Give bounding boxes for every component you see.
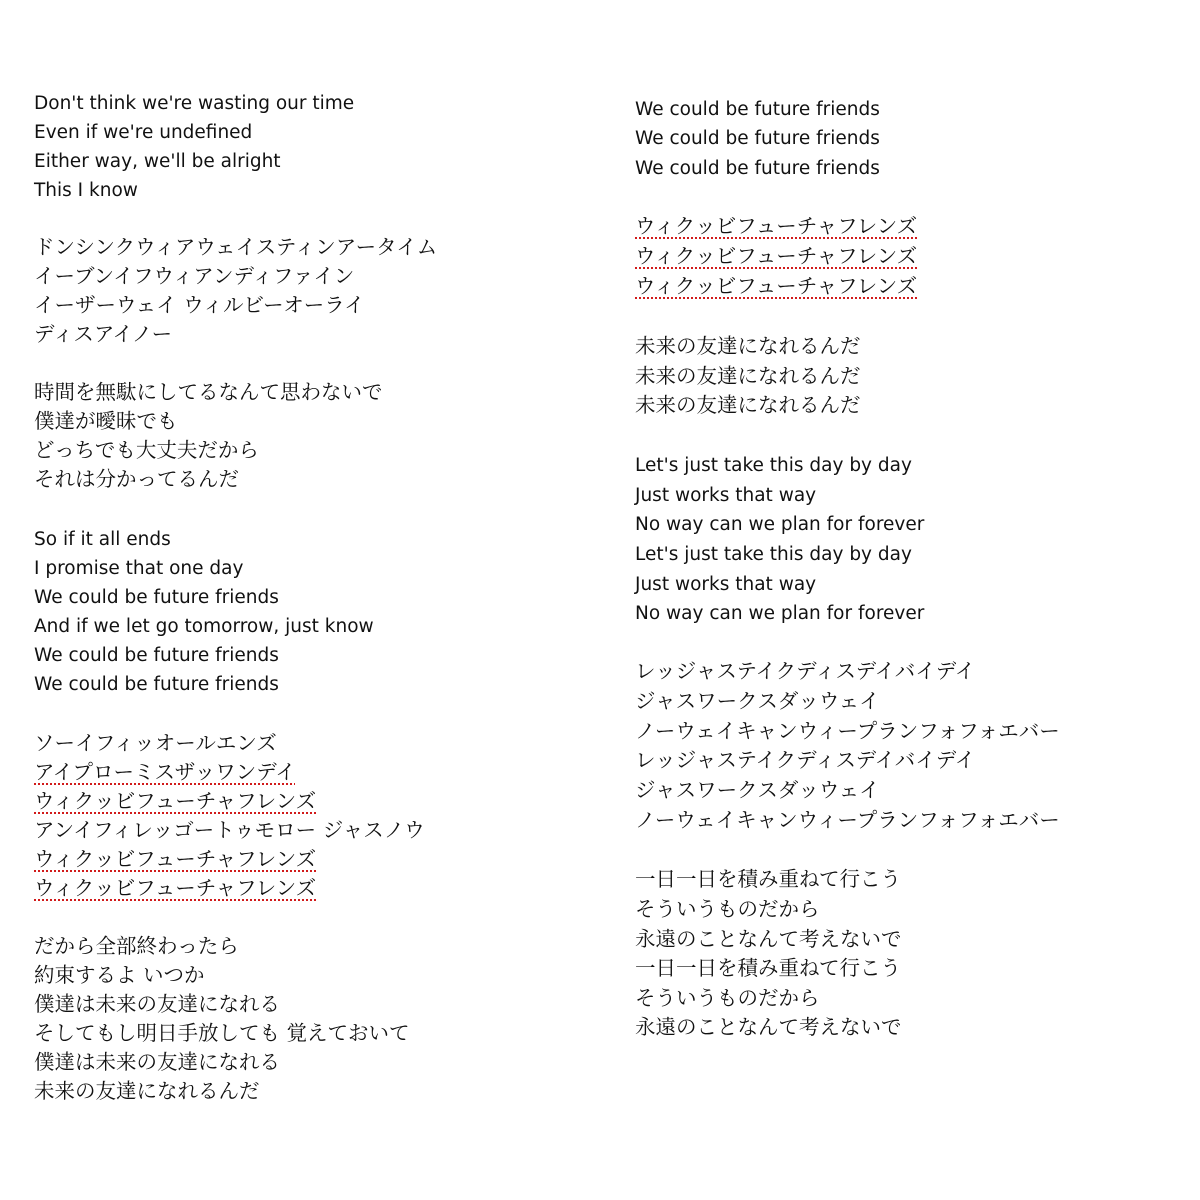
lyric-line: 時間を無駄にしてるなんて思わないで — [34, 380, 383, 404]
lyric-line: ノーウェイキャンウィープランフォフォエバー — [635, 808, 1060, 832]
lyric-line: No way can we plan for forever — [635, 603, 925, 624]
lyric-line: Just works that way — [635, 574, 817, 595]
lyric-line: So if it all ends — [34, 529, 171, 550]
lyric-line: Even if we're undefined — [34, 122, 253, 143]
lyric-line: ディスアイノー — [34, 322, 173, 346]
lyric-line: 約束するよ いつか — [34, 963, 205, 987]
lyric-line: ドンシンクウィアウェイスティンアータイム — [34, 235, 438, 259]
lyric-line: 未来の友達になれるんだ — [635, 364, 861, 388]
lyric-line: イーブンイフウィアンディファイン — [34, 264, 355, 288]
lyric-line: そういうものだから — [635, 986, 820, 1010]
lyric-line-spellcheck: ウィクッビフューチャフレンズ — [34, 847, 317, 871]
lyric-line: そういうものだから — [635, 897, 820, 921]
lyric-line: And if we let go tomorrow, just know — [34, 616, 374, 637]
lyric-line: 僕達は未来の友達になれる — [34, 1050, 280, 1074]
lyric-line: 永遠のことなんて考えないで — [635, 927, 902, 951]
lyric-line: 一日一日を積み重ねて行こう — [635, 867, 901, 891]
lyric-line: We could be future friends — [34, 674, 279, 695]
lyric-line: Either way, we'll be alright — [34, 151, 281, 172]
lyric-line: ジャスワークスダッウェイ — [635, 689, 880, 713]
lyric-line-spellcheck: ウィクッビフューチャフレンズ — [34, 876, 317, 900]
lyric-line-spellcheck: ウィクッビフューチャフレンズ — [635, 244, 918, 268]
lyric-line: Don't think we're wasting our time — [34, 93, 355, 114]
lyric-line-spellcheck: アイプローミスザッワンデイ — [34, 760, 296, 784]
lyric-line: We could be future friends — [34, 587, 279, 608]
lyric-line: レッジャステイクディスデイバイデイ — [635, 659, 976, 683]
lyric-line-spellcheck: ウィクッビフューチャフレンズ — [635, 274, 918, 298]
lyric-line: This I know — [34, 180, 138, 201]
lyric-line: 僕達は未来の友達になれる — [34, 992, 280, 1016]
lyric-line: アンイフィレッゴートゥモロー ジャスノウ — [34, 818, 425, 842]
lyric-line: 未来の友達になれるんだ — [635, 334, 861, 358]
lyric-line: We could be future friends — [635, 158, 880, 179]
lyric-line: We could be future friends — [635, 128, 880, 149]
lyric-line: Let's just take this day by day — [635, 544, 912, 565]
lyric-line: どっちでも大丈夫だから — [34, 438, 259, 462]
lyric-line: レッジャステイクディスデイバイデイ — [635, 748, 976, 772]
lyric-line: だから全部終わったら — [34, 934, 239, 958]
lyric-line: ノーウェイキャンウィープランフォフォエバー — [635, 719, 1060, 743]
lyric-line: 未来の友達になれるんだ — [34, 1079, 260, 1103]
lyric-line: そしてもし明日手放しても 覚えておいて — [34, 1021, 410, 1045]
lyric-line: イーザーウェイ ウィルビーオーライ — [34, 293, 365, 317]
lyric-line: Just works that way — [635, 485, 817, 506]
lyric-line-spellcheck: ウィクッビフューチャフレンズ — [635, 214, 918, 238]
lyric-line: 未来の友達になれるんだ — [635, 393, 861, 417]
lyric-line: 一日一日を積み重ねて行こう — [635, 956, 901, 980]
lyric-line: 永遠のことなんて考えないで — [635, 1015, 902, 1039]
lyric-line: We could be future friends — [635, 99, 880, 120]
lyric-line: We could be future friends — [34, 645, 279, 666]
lyric-line: No way can we plan for forever — [635, 514, 925, 535]
lyric-line: I promise that one day — [34, 558, 244, 579]
lyric-line: それは分かってるんだ — [34, 467, 239, 491]
lyric-line: Let's just take this day by day — [635, 455, 912, 476]
lyric-line: 僕達が曖昧でも — [34, 409, 178, 433]
lyric-line-spellcheck: ウィクッビフューチャフレンズ — [34, 789, 317, 813]
lyric-line: ソーイフィッオールエンズ — [34, 731, 277, 755]
lyric-line: ジャスワークスダッウェイ — [635, 778, 880, 802]
